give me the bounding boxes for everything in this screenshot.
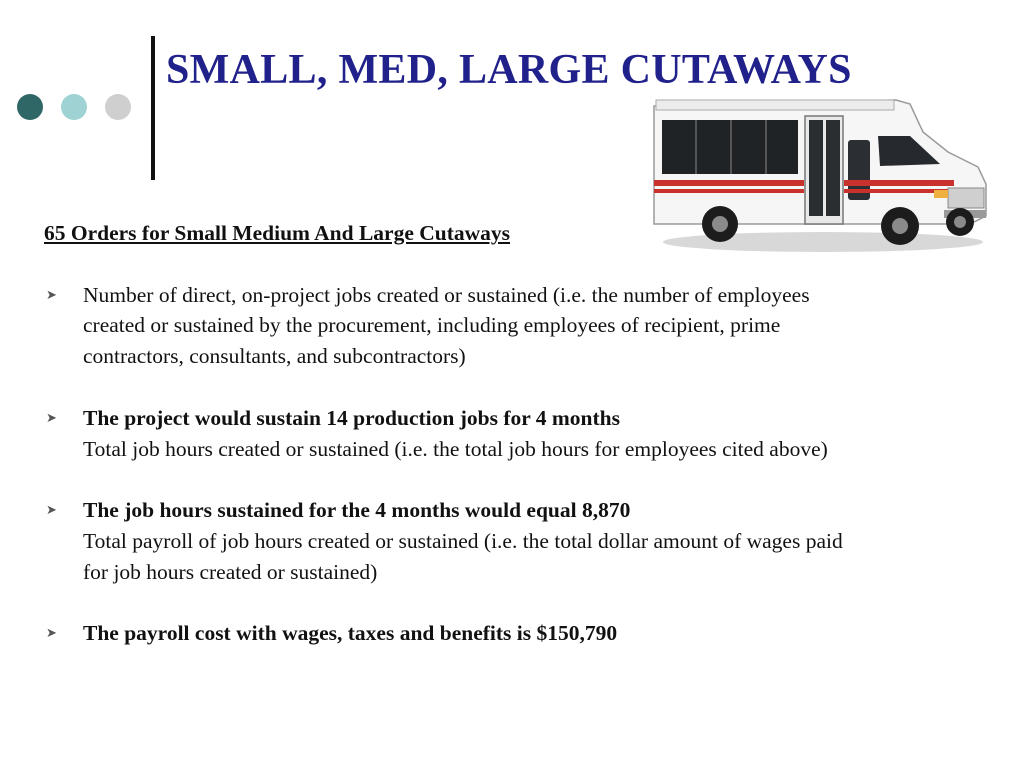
bullet-text: Number of direct, on-project jobs created or sustained (i.e. the number of employees created or sustained by the procurement, including employees of recipient, prime contractors, consultants, and subcontractors) (83, 282, 810, 369)
arrowhead-bullet-icon: ➤ (46, 286, 57, 302)
bullet-list (44, 280, 844, 650)
slide-body (44, 218, 844, 649)
dark-teal-dot (17, 94, 43, 120)
section-heading: 65 Orders for Small Medium And Large Cutaways (44, 221, 511, 245)
light-teal-dot (61, 94, 87, 120)
list-item (44, 403, 844, 465)
decorative-dots (17, 94, 137, 122)
arrowhead-bullet-icon: ➤ (46, 502, 57, 518)
arrowhead-bullet-icon: ➤ (46, 409, 57, 425)
list-item (44, 280, 844, 372)
title-divider (151, 36, 155, 180)
arrowhead-bullet-icon: ➤ (46, 625, 57, 641)
bullet-bold-text: The job hours sustained for the 4 months would equal 8,870 (83, 498, 631, 523)
bullet-bold-text: The project would sustain 14 production jobs for 4 months (83, 405, 620, 430)
bullet-text: Total payroll of job hours created or sustained (i.e. the total dollar amount of wages paid for job hours created or sustained) (83, 528, 843, 584)
bullet-text: Total job hours created or sustained (i.e. the total job hours for employees cited above) (83, 436, 828, 461)
list-item (44, 618, 844, 649)
gray-dot (105, 94, 131, 120)
list-item (44, 495, 844, 587)
slide-title: SMALL, MED, LARGE CUTAWAYS (166, 47, 852, 93)
bullet-bold-text: The payroll cost with wages, taxes and benefits is $150,790 (83, 621, 618, 646)
